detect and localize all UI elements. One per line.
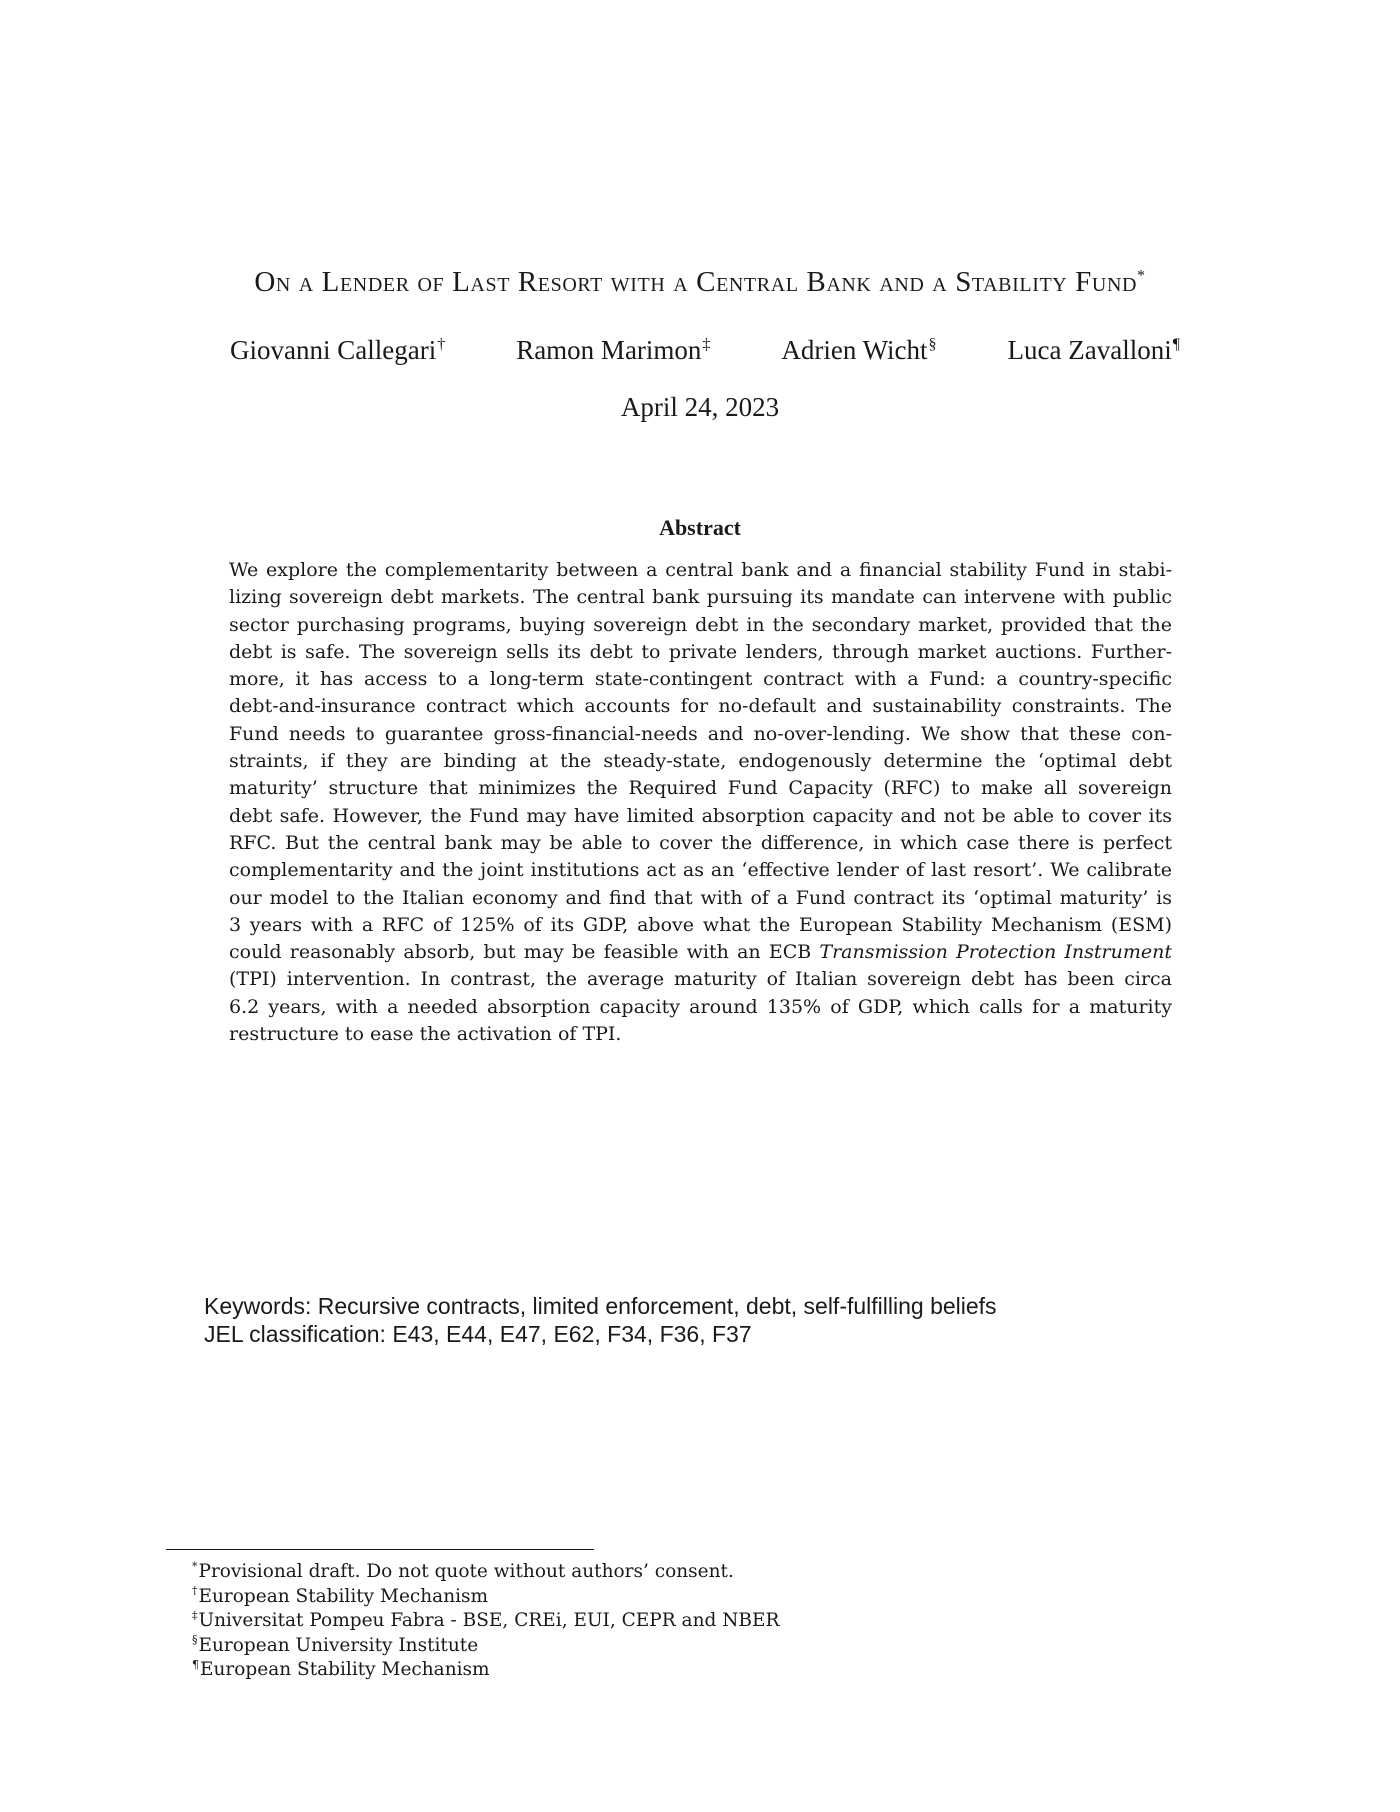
author-name: Ramon Marimon: [516, 335, 702, 365]
author: [1008, 335, 1180, 366]
footnote-mark: †: [192, 1584, 198, 1598]
abstract-line: RFC. But the central bank may be able to cover the difference, in which case there is perfect: [229, 831, 1172, 854]
abstract-line: debt-and-insurance contract which accounts for no-default and sustainability constraints. The: [229, 695, 1172, 718]
author-footnote-mark: §: [928, 336, 937, 353]
abstract-body: [229, 557, 1172, 1048]
author-footnote-mark: ‡: [702, 336, 711, 353]
abstract-line: restructure to ease the activation of TPI.: [229, 1023, 622, 1046]
footnotes: [192, 1560, 779, 1683]
abstract-line: (TPI) intervention. In contrast, the average maturity of Italian sovereign debt has been circa: [229, 968, 1172, 991]
abstract-line: debt is safe. The sovereign sells its debt to private lenders, through market auctions. Further-: [229, 640, 1172, 663]
abstract-line: straints, if they are binding at the steady-state, endogenously determine the ‘optimal debt: [229, 750, 1172, 773]
footnote-text: European University Institute: [198, 1634, 479, 1656]
paper-date: April 24, 2023: [620, 392, 780, 422]
abstract-line: Fund needs to guarantee gross-financial-needs and no-over-lending. We show that these con-: [229, 722, 1172, 745]
abstract-line: 3 years with a RFC of 125% of its GDP, above what the European Stability Mechanism (ESM): [229, 913, 1172, 936]
abstract-line: [229, 939, 1172, 966]
author: [230, 335, 445, 366]
footnote: [192, 1658, 779, 1683]
paper-title-text: On a Lender of Last Resort with a Central Bank and a Stability Fund: [254, 266, 1138, 298]
author-footnote-mark: †: [437, 336, 446, 353]
abstract-line: sector purchasing programs, buying sovereign debt in the secondary market, provided that the: [229, 613, 1172, 636]
paper-title: [0, 266, 1400, 299]
footnote: [192, 1585, 779, 1610]
abstract-heading: Abstract: [659, 515, 741, 540]
abstract-line: We explore the complementarity between a central bank and a financial stability Fund in stabi-: [229, 559, 1172, 581]
abstract-line-text: could reasonably absorb, but may be feasible with an ECB: [229, 941, 820, 964]
footnote-divider: [166, 1549, 594, 1550]
footnote-text: Provisional draft. Do not quote without authors’ consent.: [198, 1561, 734, 1582]
abstract-line: 6.2 years, with a needed absorption capacity around 135% of GDP, which calls for a maturity: [229, 995, 1172, 1018]
footnote: [192, 1609, 779, 1634]
author: [516, 335, 710, 366]
abstract-italic-term: Transmission Protection Instrument: [819, 941, 1172, 964]
footnote-text: European Stability Mechanism: [200, 1659, 490, 1680]
abstract-line: our model to the Italian economy and find that with of a Fund contract its ‘optimal maturity’ is: [229, 886, 1172, 909]
author: [781, 335, 936, 366]
jel-classification-line: JEL classification: E43, E44, E47, E62, F34, F36, F37: [204, 1321, 752, 1347]
footnote: [192, 1560, 779, 1585]
title-footnote-mark: *: [1137, 267, 1146, 285]
author-list: [230, 335, 1180, 366]
author-name: Adrien Wicht: [781, 335, 928, 365]
author-footnote-mark: ¶: [1172, 336, 1180, 353]
abstract-line: debt safe. However, the Fund may have limited absorption capacity and not be able to cover its: [229, 804, 1172, 827]
abstract-line: maturity’ structure that minimizes the Required Fund Capacity (RFC) to make all sovereign: [229, 777, 1172, 800]
author-name: Giovanni Callegari: [230, 335, 437, 365]
footnote-mark: §: [192, 1633, 198, 1647]
footnote: [192, 1634, 779, 1659]
keywords-line: Keywords: Recursive contracts, limited enforcement, debt, self-fulfilling beliefs: [204, 1293, 997, 1319]
footnote-mark: ¶: [192, 1657, 199, 1671]
abstract-line: complementarity and the joint institutions act as an ‘effective lender of last resort’. We calibrate: [229, 859, 1172, 882]
abstract-line: more, it has access to a long-term state-contingent contract with a Fund: a country-specific: [229, 668, 1172, 691]
author-name: Luca Zavalloni: [1007, 335, 1172, 365]
footnote-mark: ‡: [192, 1608, 198, 1622]
footnote-text: Universitat Pompeu Fabra - BSE, CREi, EUI, CEPR and NBER: [198, 1610, 780, 1631]
footnote-mark: *: [192, 1559, 198, 1573]
abstract-line: lizing sovereign debt markets. The central bank pursuing its mandate can intervene with public: [229, 586, 1172, 609]
footnote-text: European Stability Mechanism: [198, 1585, 489, 1607]
keywords-block: [204, 1292, 997, 1348]
